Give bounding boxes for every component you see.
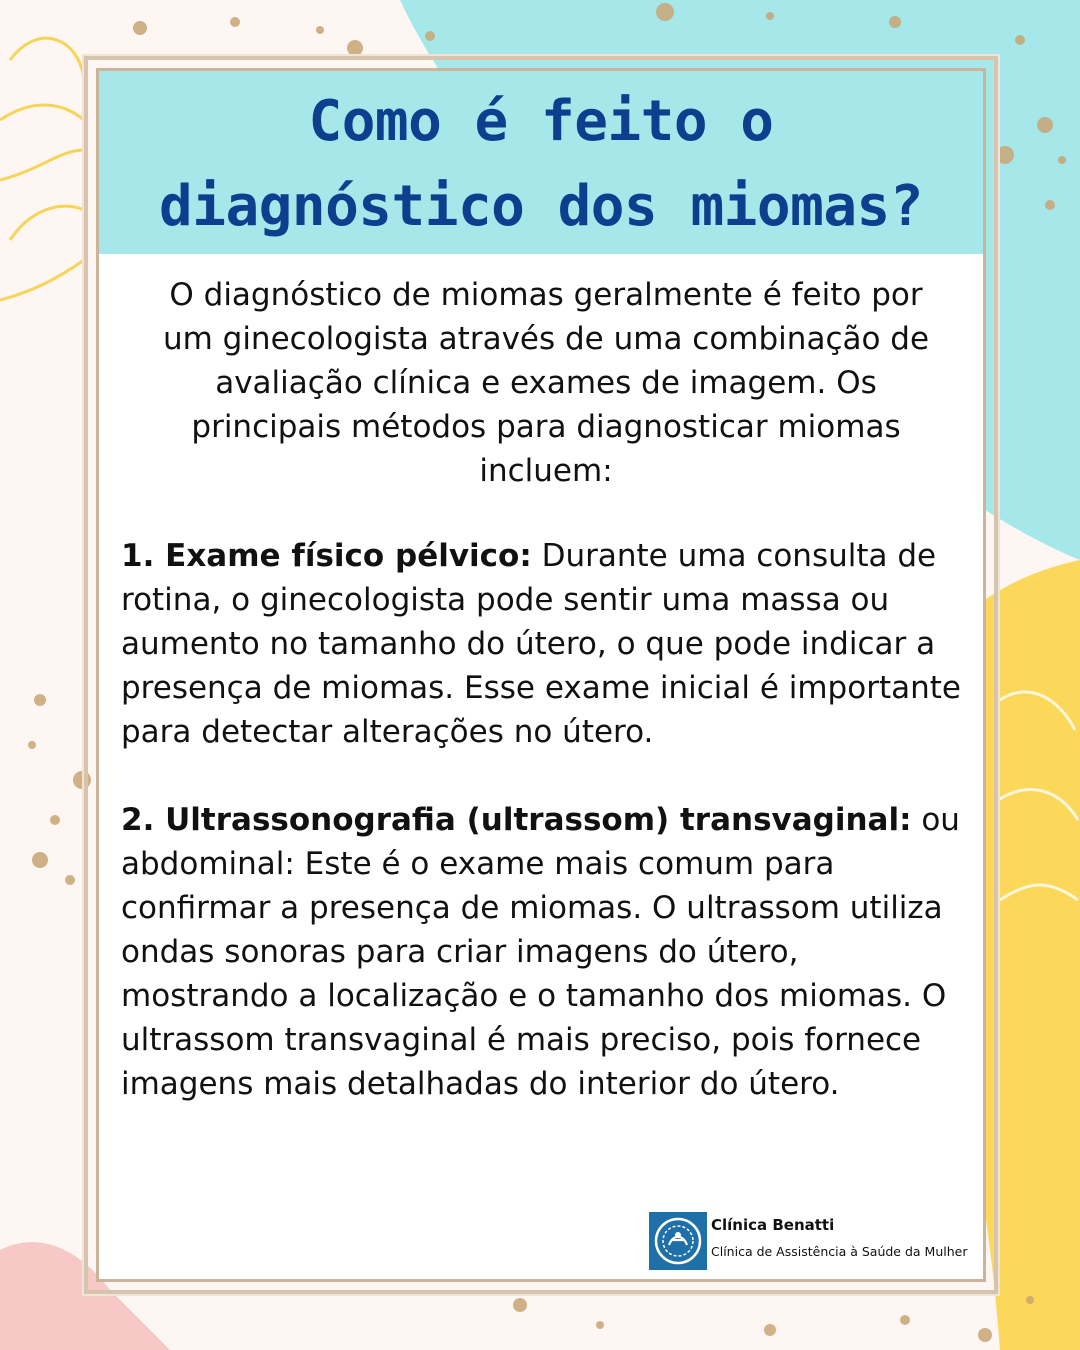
- clinic-name: Clínica Benatti: [711, 1216, 835, 1234]
- method-item-exame-fisico: [121, 534, 971, 754]
- method-heading: 1. Exame físico pélvico:: [121, 538, 532, 574]
- method-heading: 2. Ultrassonografia (ultrassom) transvaginal:: [121, 802, 912, 838]
- method-description: ou abdominal: Este é o exame mais comum para confirmar a presença de miomas. O ultrassom utiliza ondas sonoras para criar imagens do útero, mostrando a localização e o tamanho dos miomas. O ultrassom transvaginal é mais preciso, pois fornece imagens mais detalhadas do interior do útero.: [121, 802, 960, 1102]
- title-band: [99, 71, 983, 254]
- clinic-logo-block: [649, 1212, 979, 1272]
- title-line-2: diagnóstico dos miomas?: [159, 174, 923, 239]
- clinic-tagline: Clínica de Assistência à Saúde da Mulher: [711, 1244, 968, 1259]
- page-title: [99, 79, 983, 249]
- method-description: Durante uma consulta de rotina, o ginecologista pode sentir uma massa ou aumento no tamanho do útero, o que pode indicar a presença de miomas. Esse exame inicial é importante para detectar alterações no útero.: [121, 538, 961, 750]
- clinic-emblem-icon: [649, 1212, 707, 1270]
- body-text: [121, 273, 971, 1150]
- method-item-ultrassonografia: [121, 798, 971, 1106]
- title-line-1: Como é feito o: [308, 89, 774, 154]
- content-card: [96, 68, 986, 1282]
- intro-paragraph: O diagnóstico de miomas geralmente é feito por um ginecologista através de uma combinação de avaliação clínica e exames de imagem. Os principais métodos para diagnosticar miomas incluem:: [162, 277, 930, 489]
